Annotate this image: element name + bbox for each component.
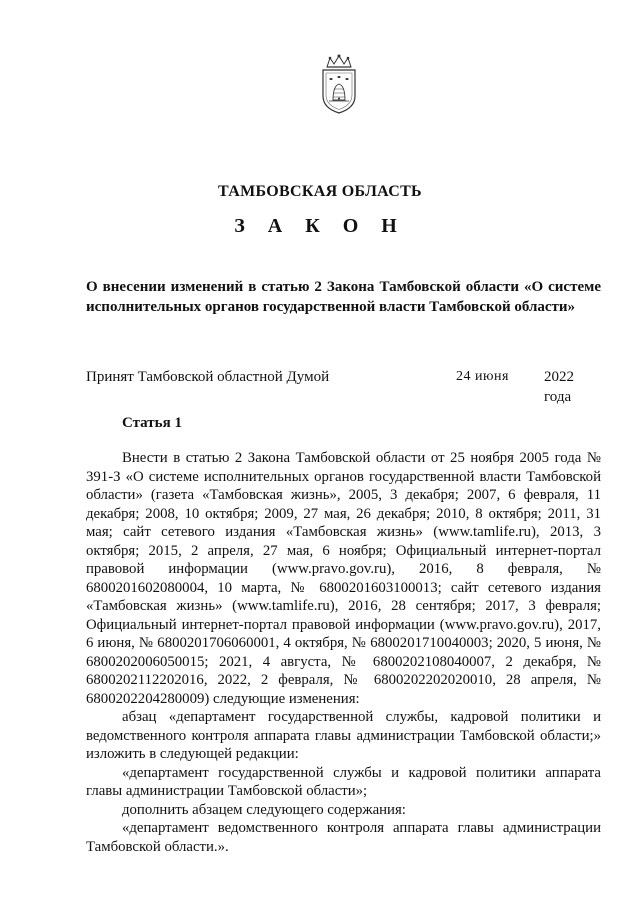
paragraph: дополнить абзацем следующего содержания: xyxy=(122,801,406,818)
adoption-year: 2022 года xyxy=(544,369,574,405)
adoption-date: 24 июня xyxy=(456,369,509,384)
paragraph: абзац «департамент государственной службы, кадровой политики и ведомственного контроля аппарата главы администрации Тамбовской области;» изложить в следующей редакции: xyxy=(86,709,601,762)
region-name: ТАМБОВСКАЯ ОБЛАСТЬ xyxy=(218,183,422,200)
adoption-label: Принят Тамбовской областной Думой xyxy=(86,369,330,385)
law-title: О внесении изменений в статью 2 Закона Тамбовской области «О системе исполнительных органов государственной власти Тамбовской области» xyxy=(86,279,601,315)
article-body xyxy=(86,449,601,856)
document-type: З А К О Н xyxy=(234,215,406,237)
article-heading: Статья 1 xyxy=(122,415,182,431)
paragraph: «департамент государственной службы и кадровой политики аппарата главы администрации Тамбовской области»; xyxy=(86,764,601,799)
paragraph: «департамент ведомственного контроля аппарата главы администрации Тамбовской области.». xyxy=(86,820,601,855)
coat-of-arms-emblem xyxy=(319,53,359,115)
paragraph: Внести в статью 2 Закона Тамбовской области от 25 ноября 2005 года № 391-З «О системе исполнительных органов государственной власти Тамбовской области» (газета «Тамбовская жизнь», 2005, 3 декабря; 2007, 6 февраля, 11 декабря; 2008, 10 октября; 2009, 27 мая, 26 декабря; 2010, 8 октября; 2011, 31 мая; сайт сетевого издания «Тамбовская жизнь» (www.tamlife.ru), 2013, 3 октября; 2015, 2 апреля, 27 мая, 6 ноября; Официальный интернет-портал правовой информации (www.pravo.gov.ru), 2016, 8 февраля, № 6800201602080004, 10 марта, № 6800201603100013; сайт сетевого издания «Тамбовская жизнь» (www.tamlife.ru), 2016, 28 сентября; 2017, 3 февраля; Официальный интернет-портал правовой информации (www.pravo.gov.ru), 2017, 6 июня, № 6800201706060001, 4 октября, № 6800201710040003; 2020, 5 июня, № 6800202006050015; 2021, 4 августа, № 6800202108040007, 2 декабря, № 6800202112202016, 2022, 2 февраля, № 6800202202020010, 28 апреля, № 6800202204280009) следующие изменения: xyxy=(86,450,601,707)
adoption-line xyxy=(86,367,601,405)
